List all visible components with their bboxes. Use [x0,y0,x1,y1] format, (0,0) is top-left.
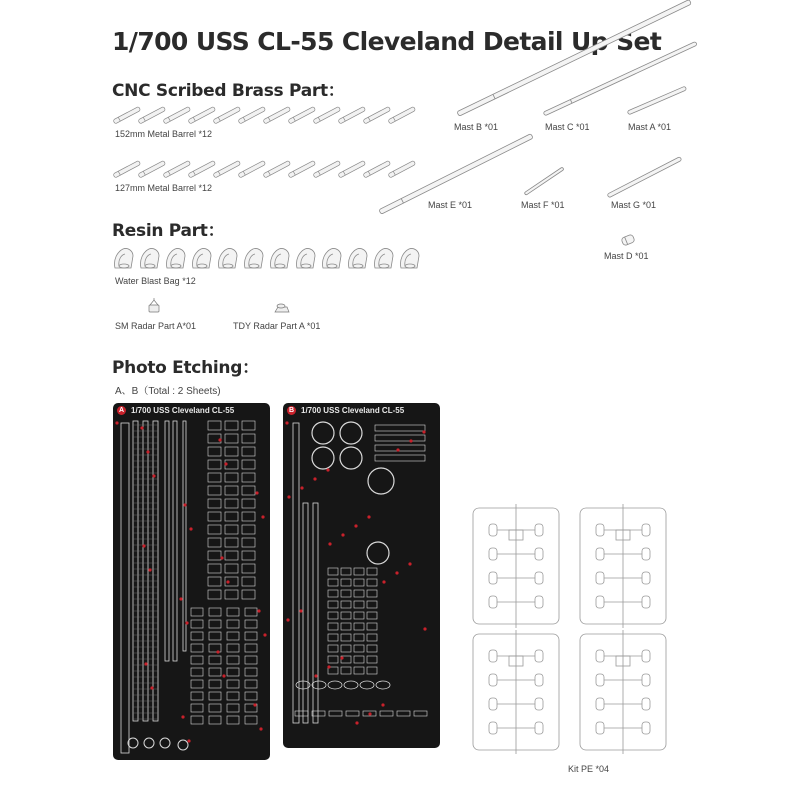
section-heading-photo-etching: Photo Etching： [112,358,259,378]
mast-g-label: Mast G *01 [611,200,657,210]
mast-d-label: Mast D *01 [604,251,649,261]
barrel-152mm-label: 152mm Metal Barrel *12 [115,129,213,139]
sheet-b-badge: B [288,407,295,414]
tdy-radar-label: TDY Radar Part A *01 [233,321,321,331]
sheet-a-title: 1/700 USS Cleveland CL-55 [131,406,235,415]
photo-etching-sheets-label: A、B（Total : 2 Sheets) [115,386,221,397]
mast-c-label: Mast C *01 [545,122,590,132]
mast-b-label: Mast B *01 [454,122,499,132]
barrel-127mm-label: 127mm Metal Barrel *12 [115,183,213,193]
water-blast-bag-label: Water Blast Bag *12 [115,276,196,286]
kit-pe-fret [580,630,666,754]
section-heading-resin: Resin Part： [112,221,225,241]
mast-e-label: Mast E *01 [428,200,473,210]
mast-f-label: Mast F *01 [521,200,565,210]
sheet-a-badge: A [118,407,125,414]
mast-a-label: Mast A *01 [628,122,672,132]
page-title: 1/700 USS CL-55 Cleveland Detail Up Set [112,27,662,56]
sheet-b-title: 1/700 USS Cleveland CL-55 [301,406,405,415]
kit-pe-fret [473,504,559,628]
section-heading-cnc: CNC Scribed Brass Part： [112,81,345,101]
sm-radar-label: SM Radar Part A*01 [115,321,197,331]
kit-pe-label: Kit PE *04 [568,764,610,774]
kit-pe-fret [473,630,559,754]
kit-pe-fret [580,504,666,628]
